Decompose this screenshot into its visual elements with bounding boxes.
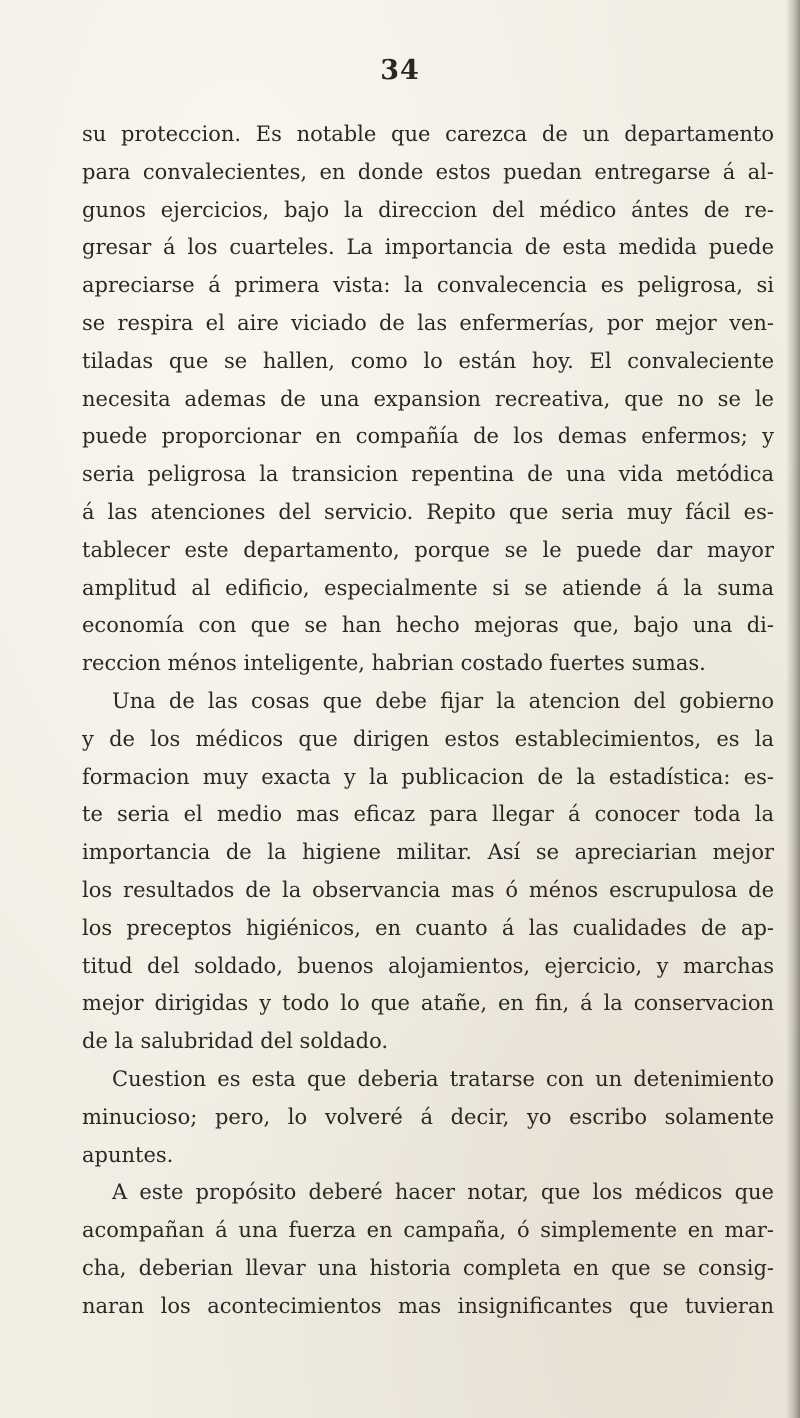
text-line: su proteccion. Es notable que carezca de un departamento bbox=[82, 122, 774, 146]
text-line: economía con que se han hecho mejoras que, bajo una di- bbox=[82, 613, 774, 638]
text-line: apreciarse á primera vista: la convalecencia es peligrosa, si bbox=[82, 273, 774, 298]
text-line: necesita ademas de una expansion recreativa, que no se le bbox=[82, 386, 774, 411]
text-line: y de los médicos que dirigen estos establecimientos, es la bbox=[82, 726, 774, 751]
paragraph-start-line: A este propósito deberé hacer notar, que los médicos que bbox=[112, 1180, 774, 1205]
paragraph-start-line: Cuestion es esta que deberia tratarse con un detenimiento bbox=[112, 1066, 774, 1091]
text-line: importancia de la higiene militar. Así se apreciarian mejor bbox=[82, 840, 774, 865]
page-number: 34 bbox=[380, 55, 420, 86]
text-line: formacion muy exacta y la publicacion de la estadística: es- bbox=[82, 764, 774, 789]
text-line: reccion ménos inteligente, habrian costado fuertes sumas. bbox=[82, 651, 706, 676]
text-line: cha, deberian llevar una historia completa en que se consig- bbox=[82, 1255, 774, 1280]
text-line: se respira el aire viciado de las enfermerías, por mejor ven- bbox=[82, 310, 774, 335]
text-line: mejor dirigidas y todo lo que atañe, en fin, á la conservacion bbox=[82, 991, 774, 1016]
text-line: apuntes. bbox=[82, 1142, 174, 1167]
text-line: tiladas que se hallen, como lo están hoy. El convaleciente bbox=[82, 348, 774, 373]
text-line: gresar á los cuarteles. La importancia de esta medida puede bbox=[82, 235, 774, 260]
text-line: te seria el medio mas eficaz para llegar á conocer toda la bbox=[82, 802, 774, 827]
text-line: los preceptos higiénicos, en cuanto á las cualidades de ap- bbox=[82, 915, 774, 940]
text-line: seria peligrosa la transicion repentina de una vida metódica bbox=[82, 462, 774, 487]
text-line: los resultados de la observancia mas ó ménos escrupulosa de bbox=[82, 877, 774, 902]
text-line: de la salubridad del soldado. bbox=[82, 1029, 389, 1054]
text-line: puede proporcionar en compañía de los demas enfermos; y bbox=[82, 424, 774, 449]
text-line: naran los acontecimientos mas insignificantes que tuvieran bbox=[82, 1293, 774, 1318]
text-line: acompañan á una fuerza en campaña, ó simplemente en mar- bbox=[82, 1218, 774, 1243]
page-edge-shadow bbox=[786, 0, 800, 1418]
text-line: minucioso; pero, lo volveré á decir, yo escribo solamente bbox=[82, 1104, 774, 1129]
paragraph-start-line: Una de las cosas que debe fijar la atencion del gobierno bbox=[112, 688, 774, 713]
body-text bbox=[82, 116, 774, 1326]
text-line: tablecer este departamento, porque se le puede dar mayor bbox=[82, 537, 774, 562]
text-line: para convalecientes, en donde estos puedan entregarse á al- bbox=[82, 159, 774, 184]
text-line: amplitud al edificio, especialmente si se atiende á la suma bbox=[82, 575, 774, 600]
text-line: gunos ejercicios, bajo la direccion del médico ántes de re- bbox=[82, 197, 774, 222]
text-line: á las atenciones del servicio. Repito que seria muy fácil es- bbox=[82, 499, 774, 524]
text-line: titud del soldado, buenos alojamientos, ejercicio, y marchas bbox=[82, 953, 774, 978]
